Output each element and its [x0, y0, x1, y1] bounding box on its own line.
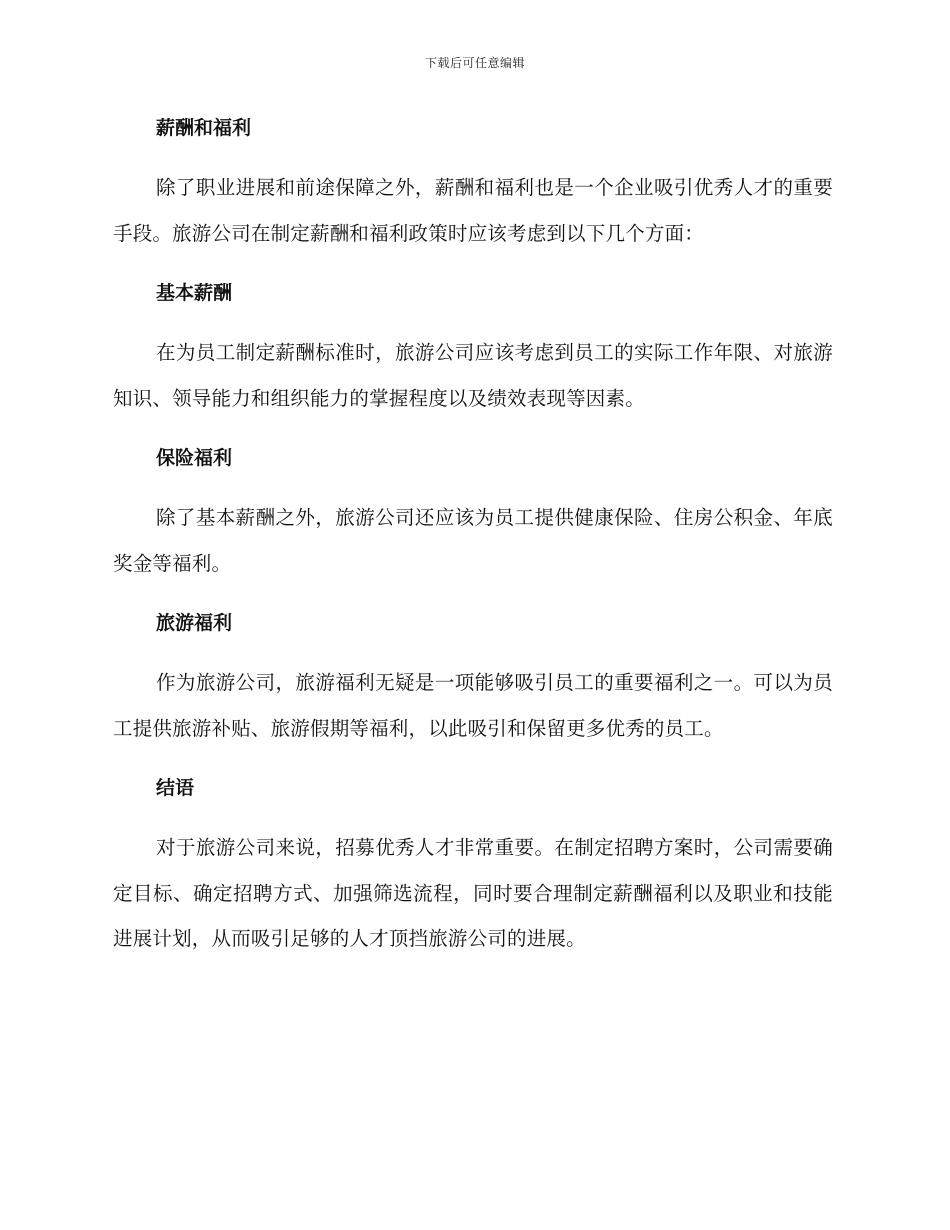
section-paragraph: 除了基本薪酬之外，旅游公司还应该为员工提供健康保险、住房公积金、年底奖金等福利。 — [113, 506, 833, 575]
page-header: 下载后可任意编辑 — [424, 56, 525, 70]
section-paragraph: 在为员工制定薪酬标准时，旅游公司应该考虑到员工的实际工作年限、对旅游知识、领导能力和组织能力的掌握程度以及绩效表现等因素。 — [113, 341, 833, 410]
section-heading: 旅游福利 — [156, 612, 233, 634]
section-conclusion — [113, 773, 833, 962]
section-paragraph: 作为旅游公司，旅游福利无疑是一项能够吸引员工的重要福利之一。可以为员工提供旅游补贴、旅游假期等福利，以此吸引和保留更多优秀的员工。 — [113, 671, 833, 740]
section-paragraph: 对于旅游公司来说，招募优秀人才非常重要。在制定招聘方案时，公司需要确定目标、确定招聘方式、加强筛选流程，同时要合理制定薪酬福利以及职业和技能进展计划，从而吸引足够的人才顶挡旅游公司的进展。 — [113, 836, 833, 950]
document-body — [113, 113, 833, 984]
section-heading: 薪酬和福利 — [156, 117, 252, 139]
section-base-salary — [113, 278, 833, 421]
section-paragraph: 除了职业进展和前途保障之外，薪酬和福利也是一个企业吸引优秀人才的重要手段。旅游公司在制定薪酬和福利政策时应该考虑到以下几个方面： — [113, 176, 833, 245]
section-heading: 结语 — [156, 777, 195, 799]
section-heading: 基本薪酬 — [156, 282, 233, 304]
section-salary-benefits — [113, 113, 833, 256]
section-heading: 保险福利 — [156, 447, 233, 469]
section-travel-benefits — [113, 608, 833, 751]
section-insurance-benefits — [113, 443, 833, 586]
